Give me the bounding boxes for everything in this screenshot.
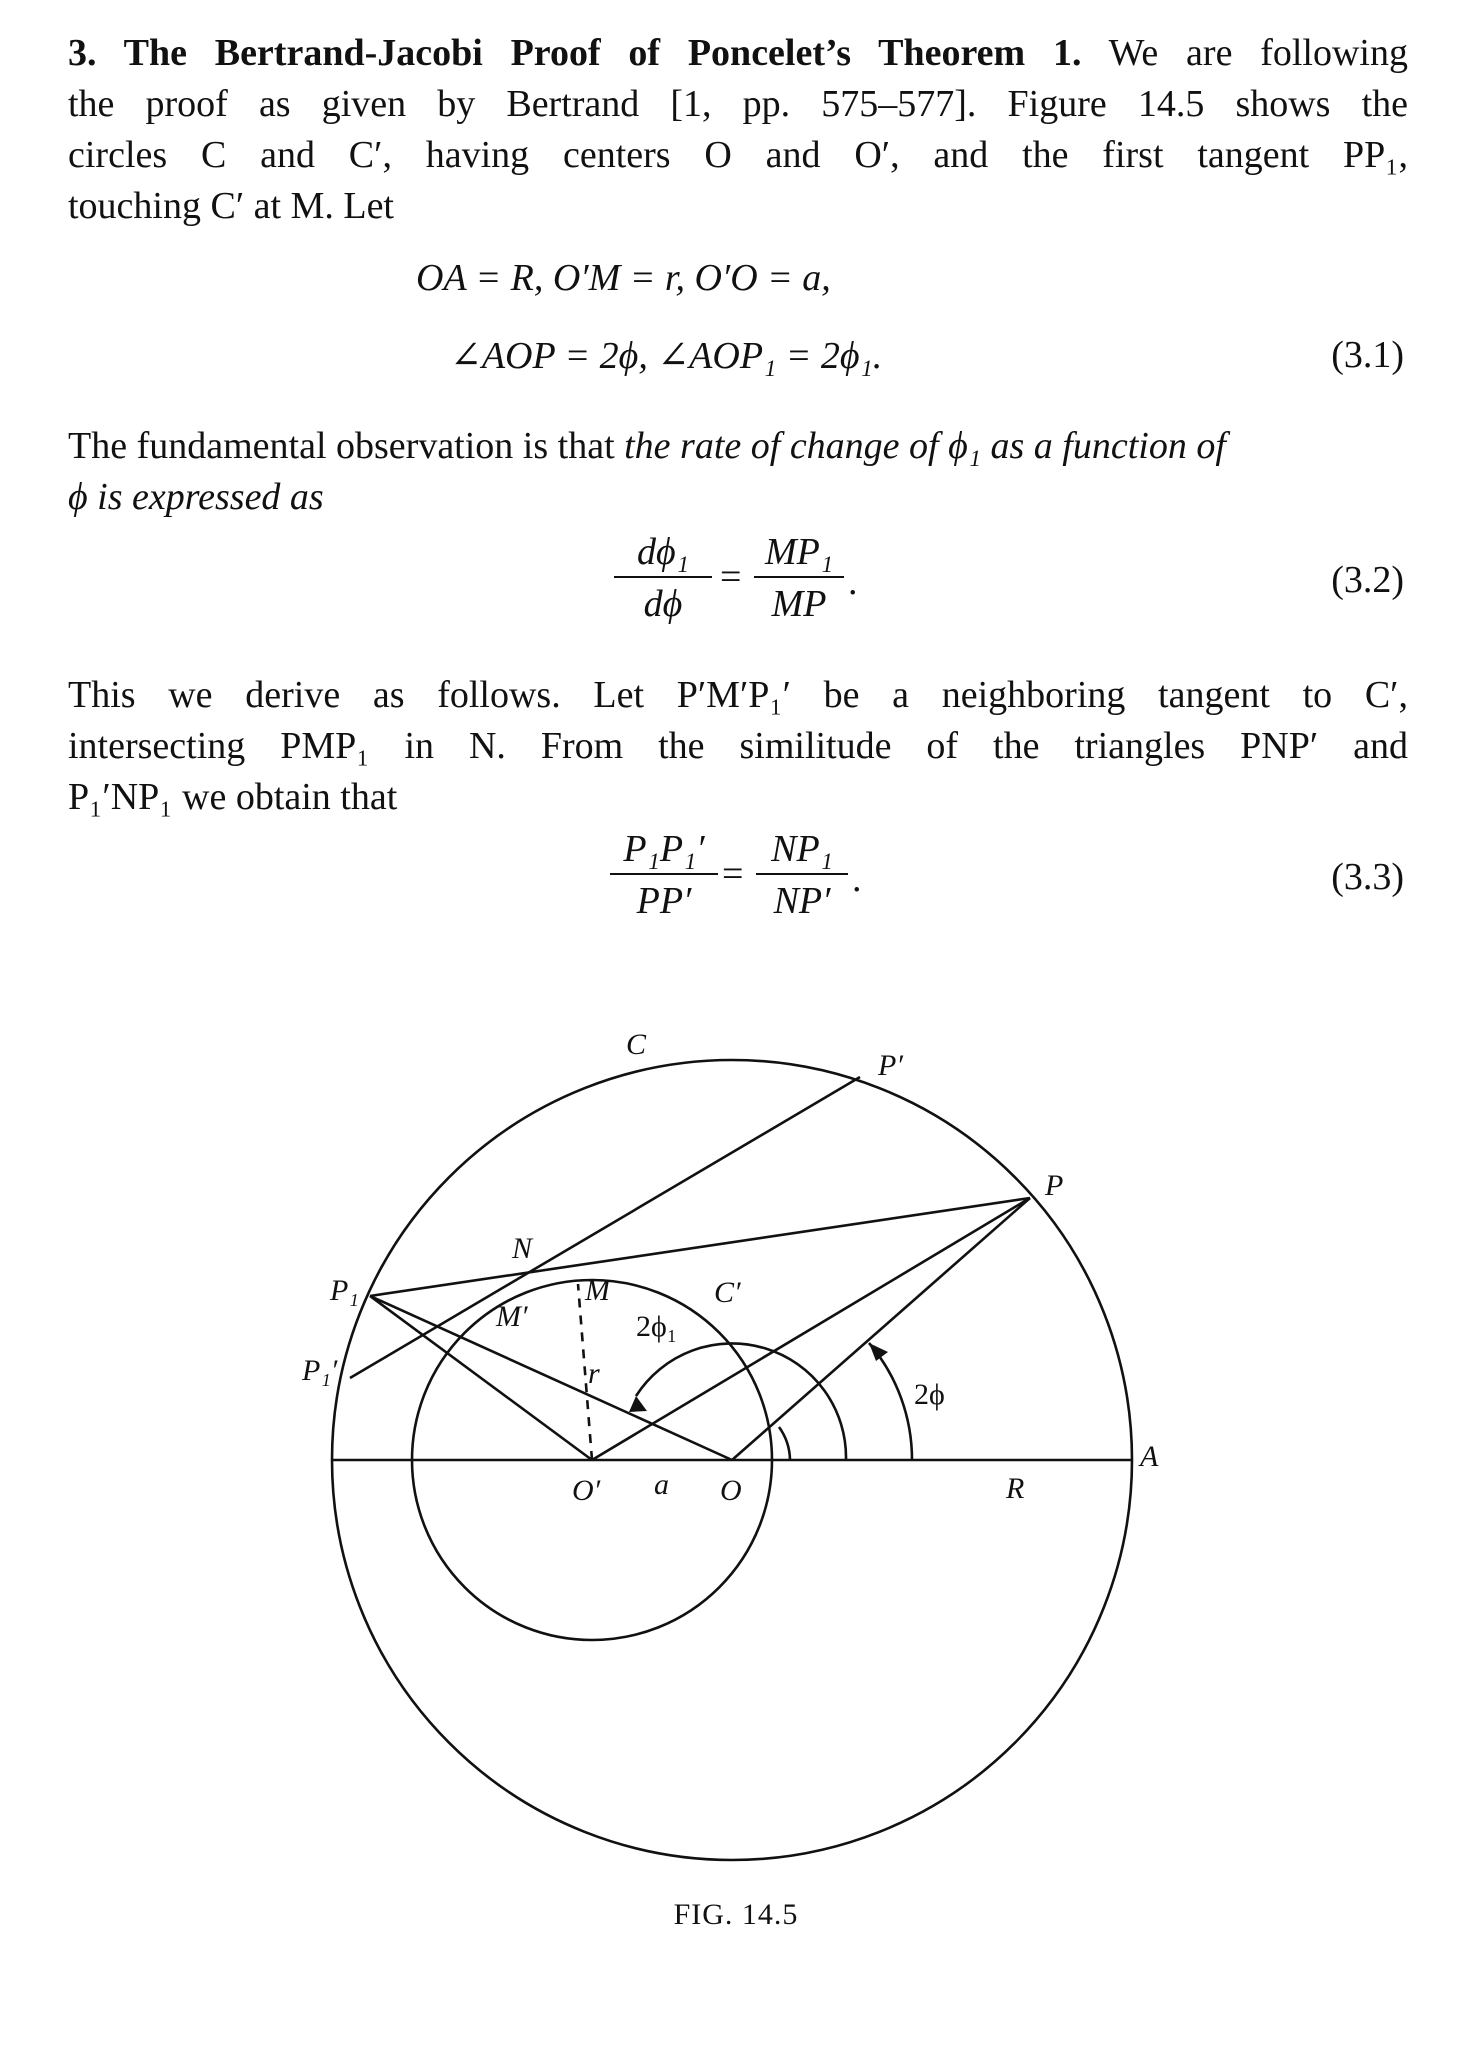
eq33-period: . [852, 858, 862, 900]
tangent-P1prime-Pprime [350, 1077, 860, 1378]
derivation-line-2: intersecting PMP₁ in N. From the similitude of the triangles PNP′ and [68, 725, 1408, 767]
label-2phi1: 2ϕ₁ [636, 1310, 678, 1343]
intro-line-1: 3. The Bertrand-Jacobi Proof of Poncelet’s Theorem 1. We are following [68, 32, 1408, 74]
segment-O-P1 [370, 1296, 732, 1460]
observation-line-1: The fundamental observation is that the rate of change of ϕ₁ as a function of [68, 425, 1226, 467]
eq32-rhs-fraction: MP₁ MP [754, 530, 844, 626]
intro-line-2: the proof as given by Bertrand [1, pp. 575–577]. Figure 14.5 shows the [68, 83, 1408, 125]
section-heading: 3. The Bertrand-Jacobi Proof of Poncelet’s Theorem 1. [68, 32, 1082, 74]
eq31-number: (3.1) [1331, 334, 1404, 376]
label-O-prime: O′ [572, 1474, 601, 1507]
label-O: O [720, 1474, 742, 1507]
arc-2phi [869, 1343, 912, 1460]
tangent-P1-P [370, 1198, 1030, 1296]
derivation-line-3: P₁′NP₁ we obtain that [68, 776, 398, 818]
eq32-period: . [848, 561, 858, 603]
derivation-line-1: This we derive as follows. Let P′M′P₁′ be a neighboring tangent to C′, [68, 674, 1408, 716]
label-N: N [512, 1232, 533, 1265]
eq31-line-1: OA = R, O′M = r, O′O = a, [416, 257, 831, 299]
eq32-number: (3.2) [1331, 559, 1404, 601]
figure-caption: FIG. 14.5 [673, 1898, 799, 1931]
eq33-rhs-fraction: NP₁ NP′ [756, 827, 848, 923]
label-P1: P₁ [330, 1274, 359, 1307]
label-2phi: 2ϕ [914, 1378, 945, 1411]
eq33-number: (3.3) [1331, 856, 1404, 898]
segment-O-P [732, 1198, 1030, 1460]
arc-small [779, 1427, 790, 1460]
label-M: M [585, 1274, 610, 1307]
intro-line-3: circles C and C′, having centers O and O′, and the first tangent PP₁, [68, 134, 1408, 176]
observation-line-2: ϕ is expressed as [68, 476, 324, 518]
segment-Oprime-P1 [370, 1296, 592, 1460]
label-C: C [626, 1028, 647, 1061]
arrowhead-2phi [869, 1343, 888, 1361]
label-R: R [1006, 1472, 1025, 1505]
eq33-lhs-fraction: P₁P₁′ PP′ [610, 827, 718, 923]
label-a: a [654, 1468, 669, 1501]
observation-italic: the rate of change of ϕ₁ as a function of [624, 425, 1226, 467]
intro-line-4: touching C′ at M. Let [68, 185, 394, 227]
arrowhead-2phi1 [629, 1396, 647, 1412]
label-A: A [1140, 1440, 1159, 1473]
label-C-prime: C′ [714, 1276, 741, 1309]
label-P-prime: P′ [878, 1049, 903, 1082]
eq32-lhs-fraction: dϕ₁ dϕ [614, 530, 712, 626]
eq31-line-2: ∠AOP = 2ϕ, ∠AOP₁ = 2ϕ₁. [450, 335, 883, 377]
label-P: P [1045, 1169, 1064, 1202]
label-M-prime: M′ [496, 1300, 528, 1333]
eq32-equals: = [720, 556, 742, 598]
label-r: r [588, 1357, 600, 1390]
eq33-equals: = [722, 853, 744, 895]
label-P1-prime: P₁′ [302, 1354, 338, 1387]
